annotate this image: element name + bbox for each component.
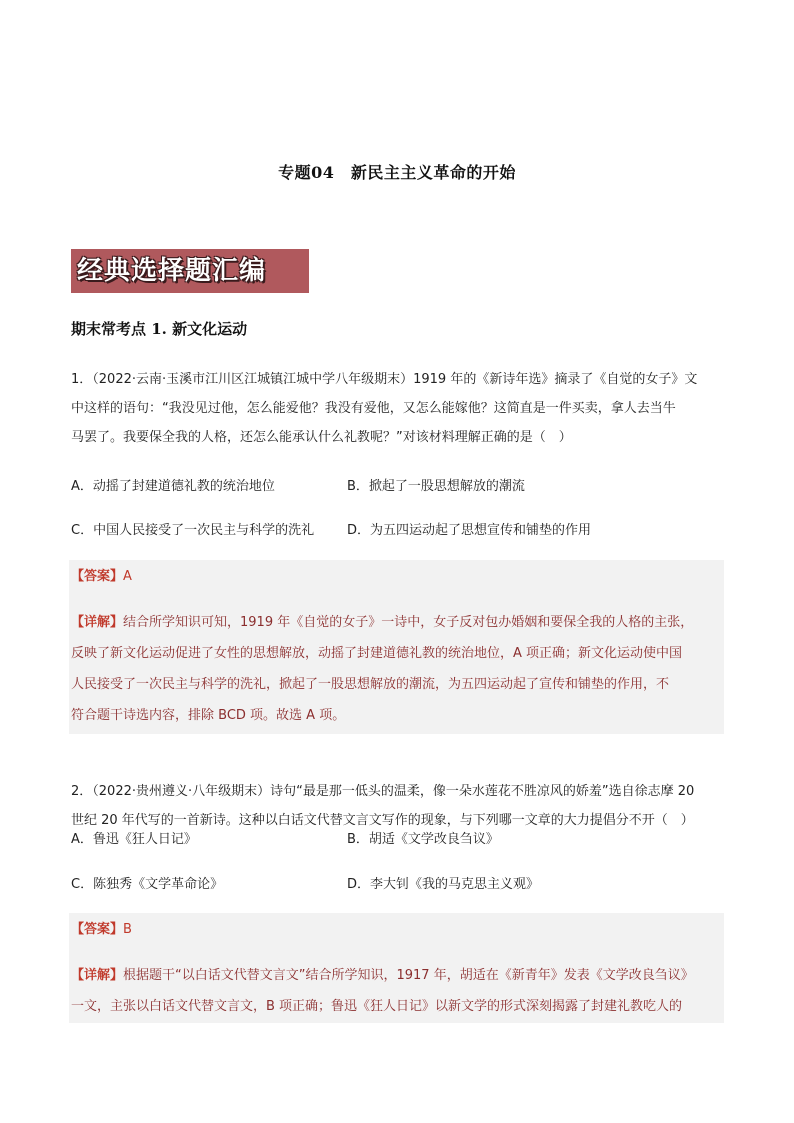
question-1-line-2: 中这样的语句：“我没见过他，怎么能爱他？我没有爱他，又怎么能嫁他？这简直是一件买卖，拿人去当牛 xyxy=(71,401,676,416)
explain-text: 结合所学知识可知，1919 年《自觉的女子》一诗中，女子反对包办婚姻和要保全我的人格的主张， xyxy=(123,615,694,630)
question-1-explain-line-2: 反映了新文化运动促进了女性的思想解放，动摇了封建道德礼教的统治地位，A 项正确；新文化运动使中国 xyxy=(71,646,683,661)
explain-tag: 【详解】 xyxy=(71,615,124,630)
question-1-line-1: 1．（2022·云南·玉溪市江川区江城镇江城中学八年级期末）1919 年的《新诗年选》摘录了《自觉的女子》文 xyxy=(71,372,698,387)
section-banner xyxy=(71,249,309,293)
answer-tag: 【答案】 xyxy=(71,569,124,584)
question-1-answer-box xyxy=(69,560,724,734)
question-2-option-a: A．鲁迅《狂人日记》 xyxy=(71,832,197,847)
explain-tag: 【详解】 xyxy=(71,968,124,983)
question-1-option-b: B．掀起了一股思想解放的潮流 xyxy=(347,479,525,494)
section-heading: 期末常考点 1. 新文化运动 xyxy=(71,320,248,338)
question-2-answer-line xyxy=(71,920,132,940)
question-1-option-a: A．动摇了封建道德礼教的统治地位 xyxy=(71,479,275,494)
page-title: 专题04 新民主主义革命的开始 xyxy=(278,163,516,182)
question-1-explain-line-3: 人民接受了一次民主与科学的洗礼，掀起了一股思想解放的潮流，为五四运动起了宣传和铺垫的作用，不 xyxy=(71,677,670,692)
question-2-answer-box xyxy=(69,913,724,1023)
question-2-option-b: B．胡适《文学改良刍议》 xyxy=(347,832,499,847)
question-2-line-2: 世纪 20 年代写的一首新诗。这种以白话文代替文言文写作的现象，与下列哪一文章的大力提倡分不开（ ） xyxy=(71,813,694,828)
banner-text: 经典选择题汇编 xyxy=(77,256,267,286)
question-2-explain-line-2: 一文，主张以白话文代替文言文，B 项正确；鲁迅《狂人日记》以新文学的形式深刻揭露了封建礼教吃人的 xyxy=(71,999,683,1014)
question-2-option-c: C．陈独秀《文学革命论》 xyxy=(71,877,224,892)
question-1-line-3: 马罢了。我要保全我的人格，还怎么能承认什么礼教呢？”对该材料理解正确的是（ ） xyxy=(71,430,572,445)
question-1-answer-line xyxy=(71,567,132,587)
answer-value: B xyxy=(123,922,132,937)
question-2-explain-line-1 xyxy=(71,966,694,986)
question-1-explain-line-1 xyxy=(71,613,693,633)
question-1-option-d: D．为五四运动起了思想宣传和铺垫的作用 xyxy=(347,523,592,538)
answer-tag: 【答案】 xyxy=(71,922,124,937)
question-2-option-d: D．李大钊《我的马克思主义观》 xyxy=(347,877,540,892)
question-2-line-1: 2．（2022·贵州遵义·八年级期末）诗句“最是那一低头的温柔，像一朵水莲花不胜凉风的娇羞”选自徐志摩 20 xyxy=(71,784,695,799)
answer-value: A xyxy=(123,569,132,584)
question-1-option-c: C．中国人民接受了一次民主与科学的洗礼 xyxy=(71,523,315,538)
explain-text: 根据题干“以白话文代替文言文”结合所学知识，1917 年，胡适在《新青年》发表《文学改良刍议》 xyxy=(123,968,694,983)
question-1-explain-line-4: 符合题干诗选内容，排除 BCD 项。故选 A 项。 xyxy=(71,708,346,723)
